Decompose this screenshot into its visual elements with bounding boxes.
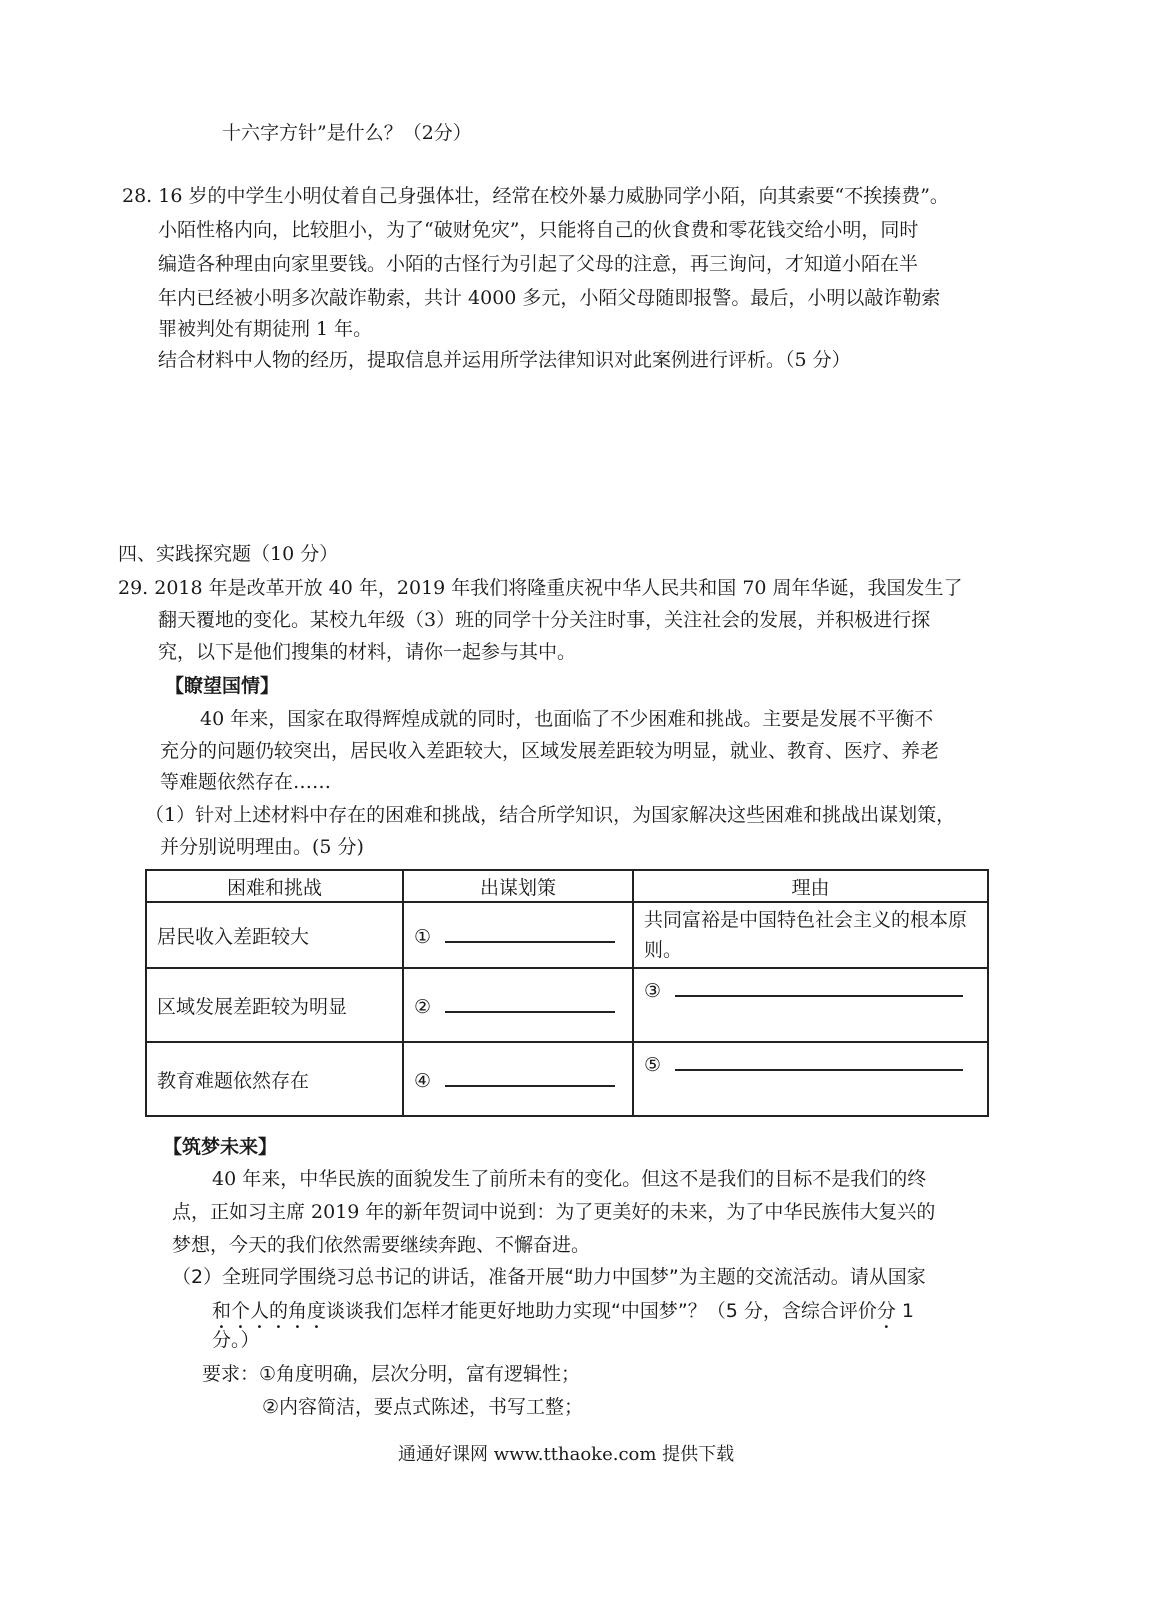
block2-line-3: 梦想，今天的我们依然需要继续奔跑、不懈奋进。 — [172, 1234, 591, 1256]
reason-cell[interactable] — [633, 1042, 988, 1116]
emphasis-text: 分 — [876, 1300, 896, 1322]
q28-line-1: 28. 16 岁的中学生小明仗着自己身强体壮，经常在校外暴力威胁同学小陌，向其索要“不挨揍费”。 — [122, 185, 949, 207]
reason-cell[interactable] — [633, 968, 988, 1042]
challenge-cell: 区域发展差距较为明显 — [146, 968, 403, 1042]
plan-mark: ④ — [414, 1069, 432, 1092]
plan-mark: ① — [414, 925, 432, 948]
answer-blank[interactable] — [445, 993, 615, 1013]
reason-mark: ⑤ — [644, 1054, 662, 1076]
section-heading: 四、实践探究题（10 分） — [118, 543, 339, 565]
table-header-reason: 理由 — [633, 870, 988, 902]
block2-line-1: 40 年来，中华民族的面貌发生了前所未有的变化。但这不是我们的目标不是我们的终 — [212, 1168, 927, 1190]
q29-line-3: 究，以下是他们搜集的材料，请你一起参与其中。 — [158, 641, 577, 663]
q28-line-5: 罪被判处有期徒刑 1 年。 — [158, 318, 373, 340]
footer-credit: 通通好课网 www.tthaoke.com 提供下载 — [398, 1444, 735, 1465]
table-row — [146, 968, 988, 1042]
q27-tail: 十六字方针”是什么？（2分） — [222, 122, 472, 144]
question-1-line-1: （1）针对上述材料中存在的困难和挑战，结合所学知识，为国家解决这些困难和挑战出谋划策， — [145, 804, 956, 826]
q28-prompt: 结合材料中人物的经历，提取信息并运用所学法律知识对此案例进行评析。（5 分） — [158, 349, 851, 371]
challenge-cell: 居民收入差距较大 — [146, 902, 403, 968]
block1-line-1: 40 年来，国家在取得辉煌成就的同时，也面临了不少困难和挑战。主要是发展不平衡不 — [200, 708, 934, 730]
table-row — [146, 1042, 988, 1116]
block2-title: 【筑梦未来】 — [163, 1136, 278, 1158]
question-2-text: 1 — [895, 1300, 914, 1322]
answer-blank[interactable] — [445, 1067, 615, 1087]
q28-line-2: 小陌性格内向，比较胆小，为了“破财免灾”，只能将自己的伙食费和零花钱交给小明，同时 — [158, 219, 919, 241]
answer-blank[interactable] — [675, 1051, 963, 1071]
plan-cell[interactable] — [403, 1042, 633, 1116]
plan-mark: ② — [414, 995, 432, 1018]
emphasis-text: 和个人的角度 — [212, 1300, 327, 1322]
block1-line-3: 等难题依然存在…… — [160, 771, 332, 793]
table-header-challenge: 困难和挑战 — [146, 870, 403, 902]
block1-title: 【瞭望国情】 — [165, 675, 280, 697]
question-2-text: 谈谈我们怎样才能更好地助力实现“中国梦”？（5 分，含综合评价 — [326, 1300, 877, 1322]
answer-table — [145, 869, 989, 1117]
answer-blank[interactable] — [445, 923, 615, 943]
reason-mark: ③ — [644, 980, 662, 1002]
question-2-line-1: （2）全班同学围绕习总书记的讲话，准备开展“助力中国梦”为主题的交流活动。请从国家 — [172, 1266, 926, 1288]
challenge-cell: 教育难题依然存在 — [146, 1042, 403, 1116]
question-1-line-2: 并分别说明理由。(5 分) — [160, 836, 364, 858]
q29-line-2: 翻天覆地的变化。某校九年级（3）班的同学十分关注时事，关注社会的发展，并积极进行探 — [158, 609, 931, 631]
table-header-plan: 出谋划策 — [403, 870, 633, 902]
question-2-line-3: 分。） — [212, 1329, 260, 1351]
requirement-1: 要求：①角度明确，层次分明，富有逻辑性； — [202, 1363, 581, 1385]
question-2-line-2 — [212, 1300, 914, 1333]
table-header-row — [146, 870, 988, 902]
plan-cell[interactable] — [403, 902, 633, 968]
q28-line-3: 编造各种理由向家里要钱。小陌的古怪行为引起了父母的注意，再三询问，才知道小陌在半 — [158, 253, 919, 275]
block2-line-2: 点，正如习主席 2019 年的新年贺词中说到：为了更美好的未来，为了中华民族伟大复兴的 — [172, 1201, 936, 1223]
q29-line-1: 29. 2018 年是改革开放 40 年，2019 年我们将隆重庆祝中华人民共和国 70 周年华诞，我国发生了 — [118, 577, 963, 599]
block1-line-2: 充分的问题仍较突出，居民收入差距较大，区域发展差距较为明显，就业、教育、医疗、养老 — [160, 740, 940, 762]
q28-line-4: 年内已经被小明多次敲诈勒索，共计 4000 多元，小陌父母随即报警。最后，小明以敲诈勒索 — [158, 287, 941, 309]
reason-text: 共同富裕是中国特色社会主义的根本原则。 — [644, 908, 968, 961]
table-row — [146, 902, 988, 968]
reason-cell — [633, 902, 988, 968]
answer-blank[interactable] — [675, 977, 963, 997]
requirement-2: ②内容简洁，要点式陈述，书写工整； — [262, 1396, 584, 1418]
plan-cell[interactable] — [403, 968, 633, 1042]
